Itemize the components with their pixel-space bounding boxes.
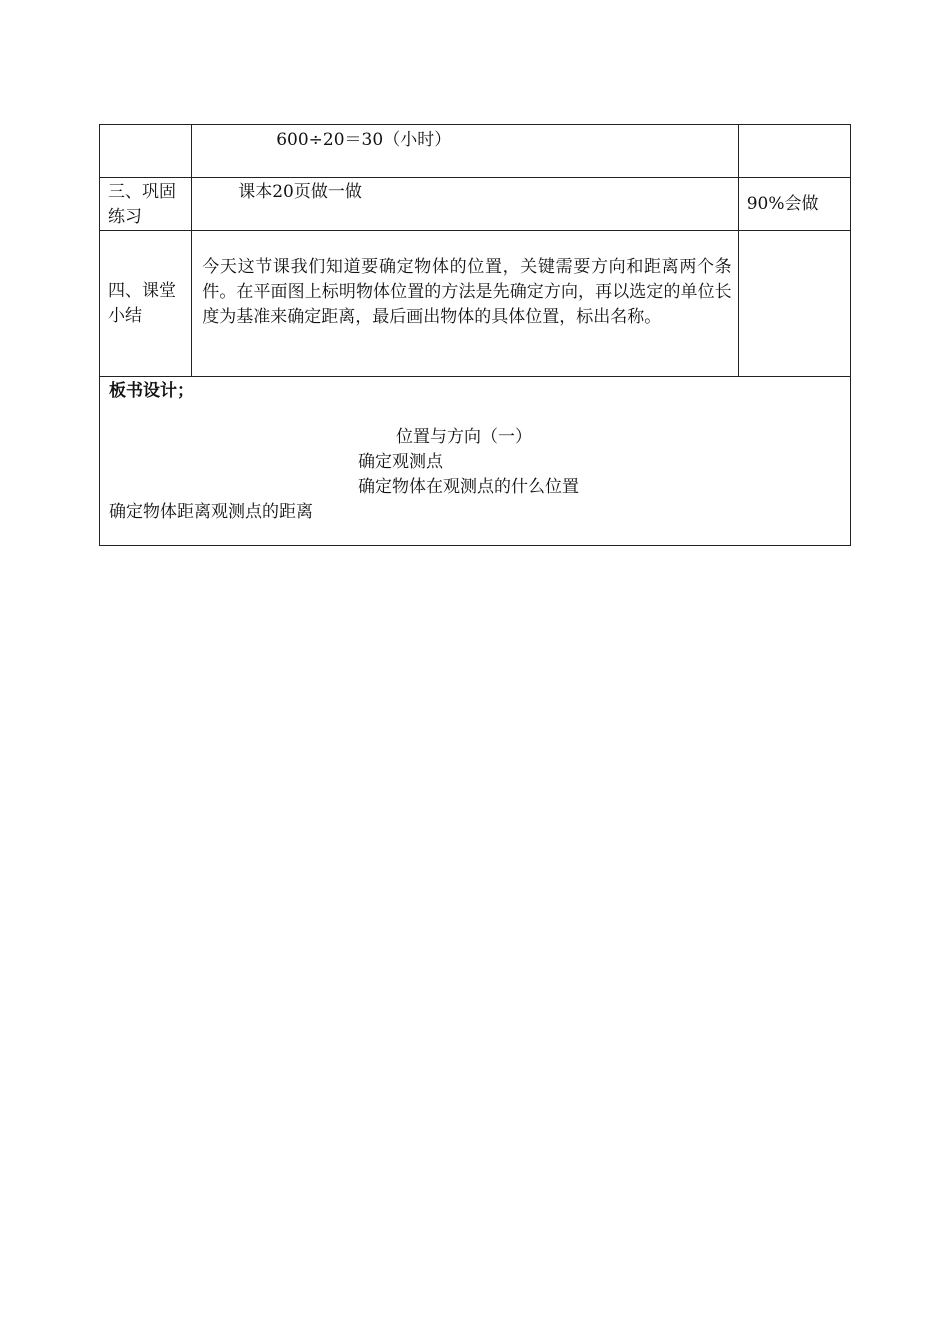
table-row-board-design xyxy=(100,377,851,546)
row-note-summary xyxy=(738,231,850,377)
row-content-calculation xyxy=(192,125,738,178)
board-design-heading: 板书设计； xyxy=(109,381,194,401)
row-content-summary xyxy=(192,231,738,377)
board-design-line-1: 确定观测点 xyxy=(358,452,443,472)
row-label-practice: 三、巩固练习 xyxy=(100,178,192,231)
board-design-cell xyxy=(100,377,851,546)
row-note-practice: 90%会做 xyxy=(738,178,850,231)
practice-text: 课本20页做一做 xyxy=(238,182,362,202)
calculation-text: 600÷20＝30（小时） xyxy=(276,130,452,150)
board-design-line-2: 确定物体在观测点的什么位置 xyxy=(358,477,579,497)
summary-text: 今天这节课我们知道要确定物体的位置，关键需要方向和距离两个条件。在平面图上标明物体位置的方法是先确定方向，再以选定的单位长度为基准来确定距离，最后画出物体的具体位置，标出名称。 xyxy=(202,257,732,327)
table-row-summary xyxy=(100,231,851,377)
table-row-practice xyxy=(100,178,851,231)
row-label-summary: 四、课堂小结 xyxy=(100,231,192,377)
board-design-title: 位置与方向（一） xyxy=(396,427,532,447)
table-row-calculation xyxy=(100,125,851,178)
board-design-line-3: 确定物体距离观测点的距离 xyxy=(109,502,313,522)
lesson-plan-table xyxy=(99,124,851,546)
row-content-practice xyxy=(192,178,738,231)
row-note-calculation xyxy=(738,125,850,178)
row-label-calculation xyxy=(100,125,192,178)
